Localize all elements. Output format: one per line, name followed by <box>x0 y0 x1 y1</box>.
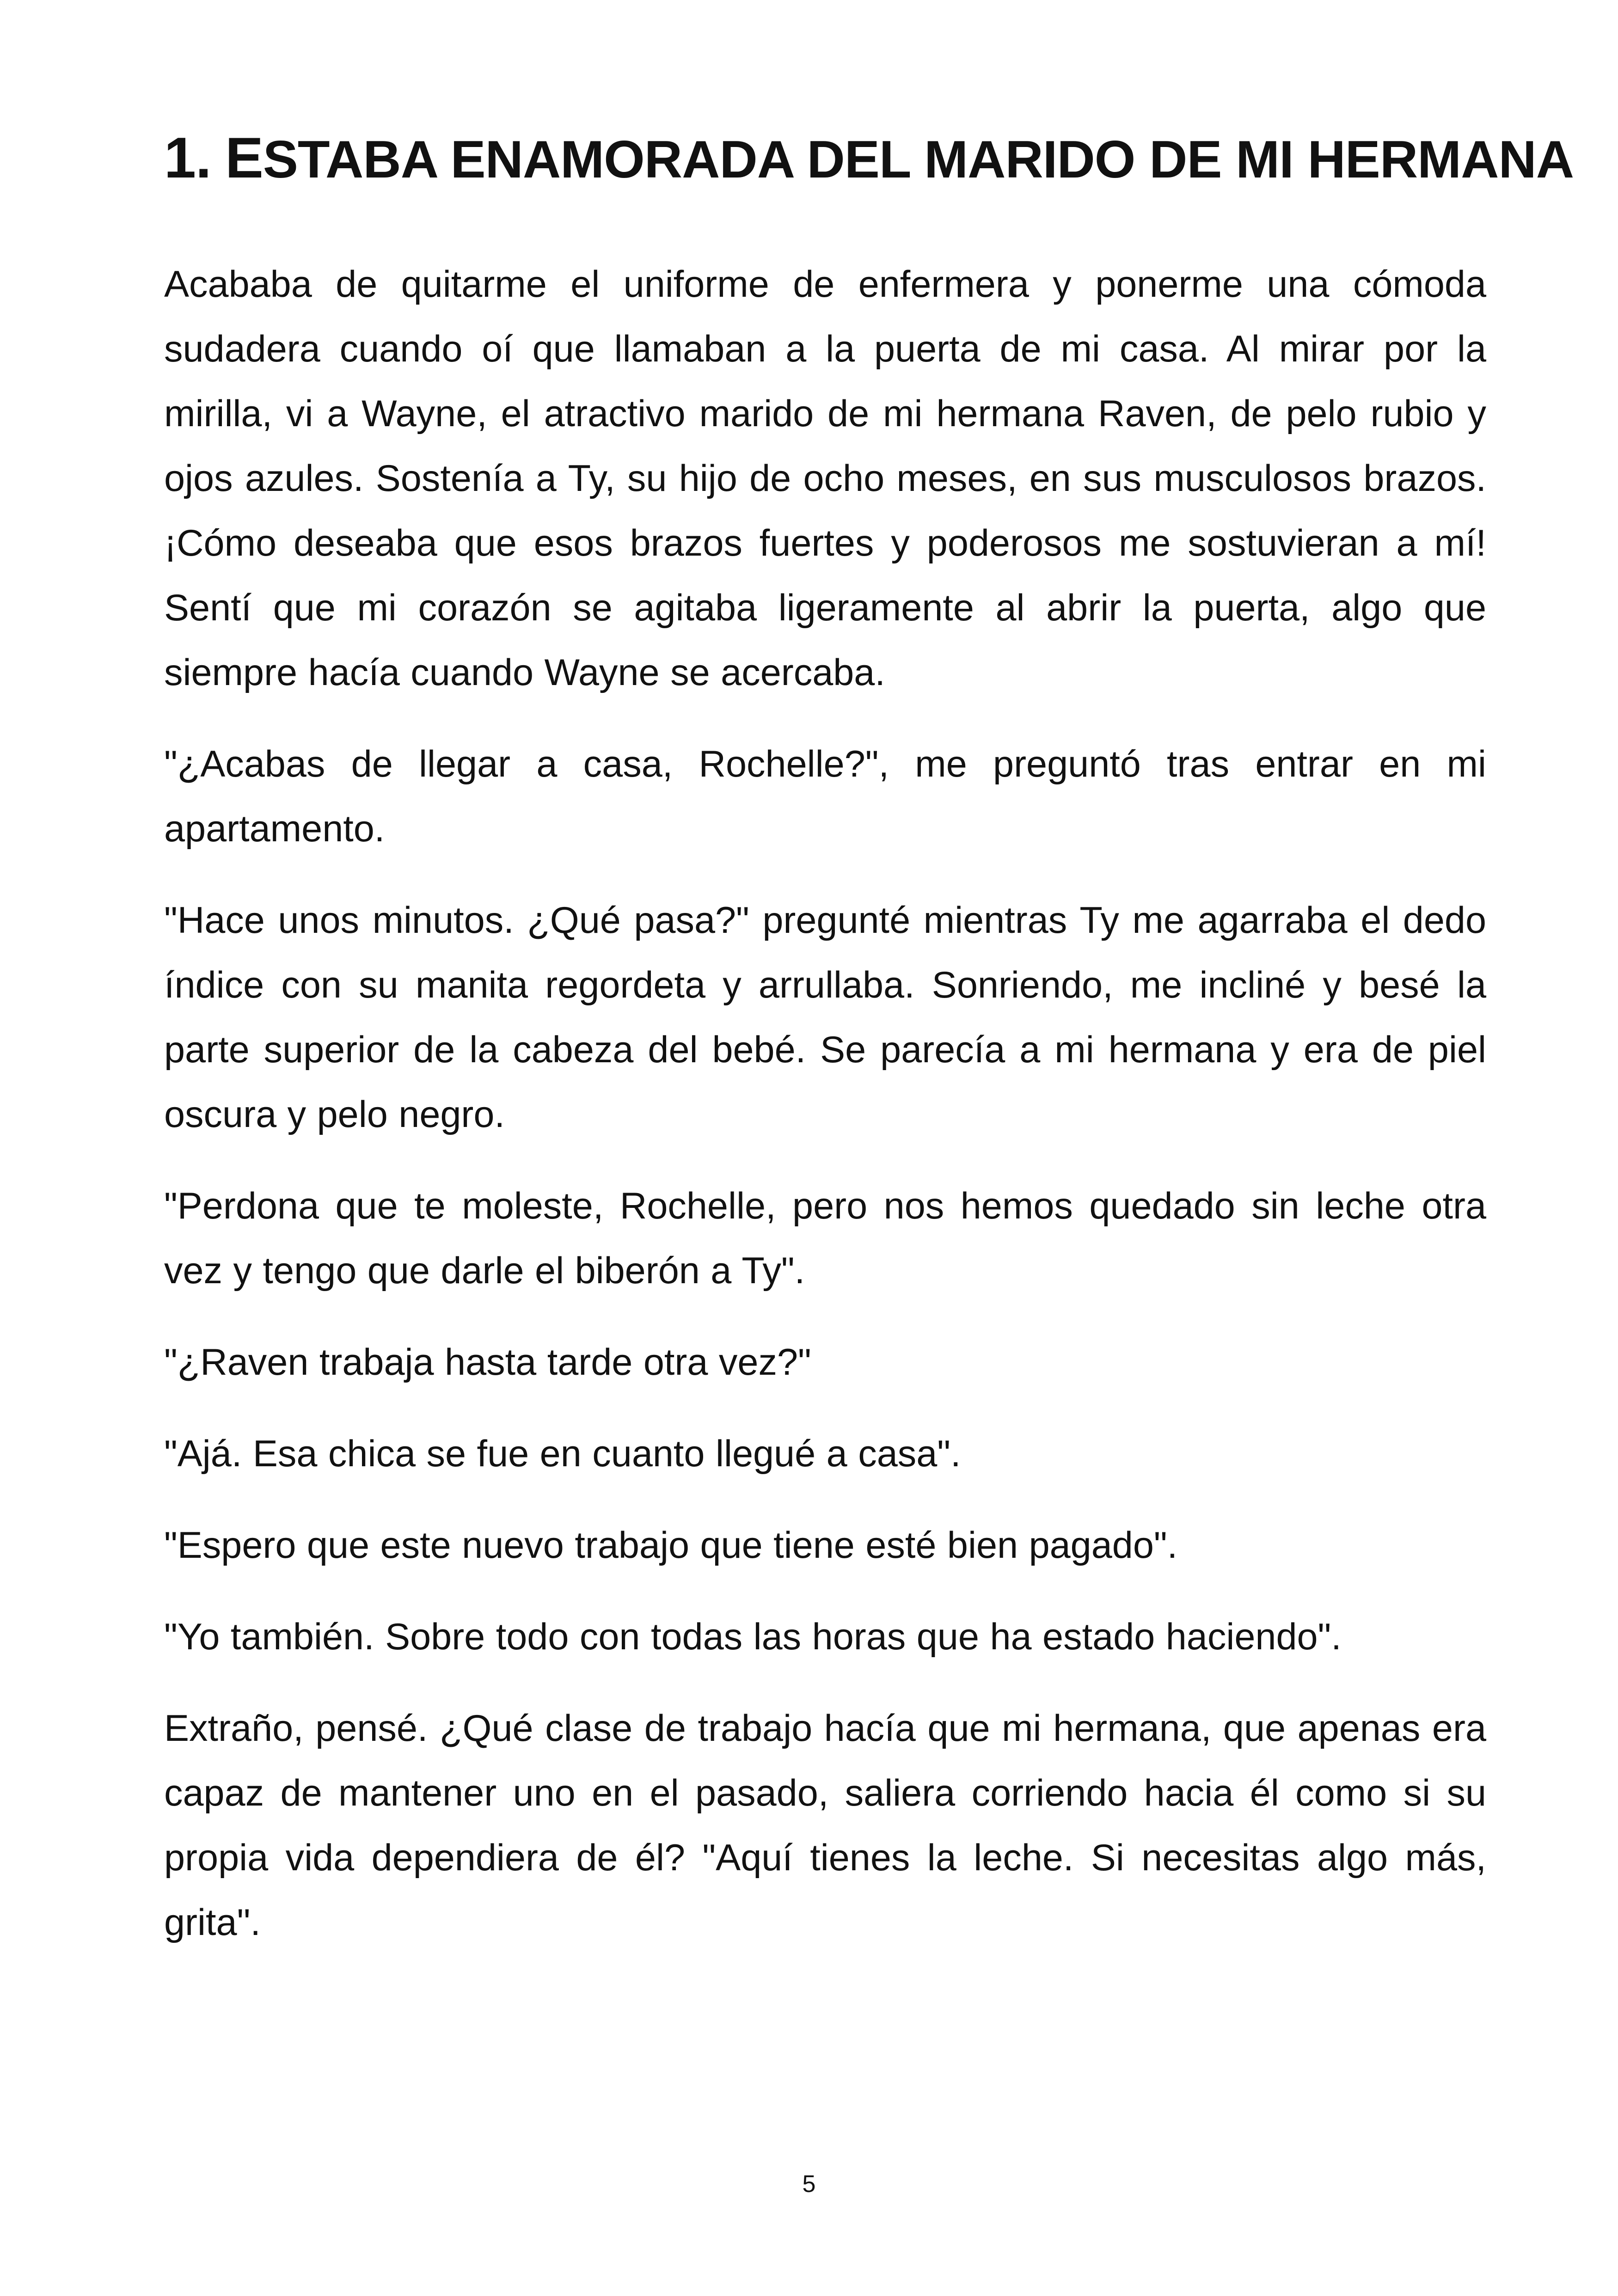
paragraph-9: Extraño, pensé. ¿Qué clase de trabajo hacía que mi hermana, que apenas era capaz de mantener uno en el pasado, saliera corriendo hacia él como si su propia vida dependiera de él? "Aquí tienes la leche. Si necesitas algo más, grita". <box>164 1708 1486 1943</box>
chapter-title-text: STABA ENAMORADA DEL MARIDO DE MI HERMANA <box>263 130 1574 189</box>
paragraph-6: "Ajá. Esa chica se fue en cuanto llegué a casa". <box>164 1433 961 1475</box>
paragraph-4: "Perdona que te moleste, Rochelle, pero nos hemos quedado sin leche otra vez y tengo que darle el biberón a Ty". <box>164 1185 1486 1292</box>
chapter-title <box>164 121 1574 197</box>
page-number: 5 <box>802 2171 816 2198</box>
chapter-title-initial: E <box>225 126 263 190</box>
paragraph-7: "Espero que este nuevo trabajo que tiene esté bien pagado". <box>164 1525 1178 1566</box>
paragraph-8: "Yo también. Sobre todo con todas las horas que ha estado haciendo". <box>164 1616 1342 1658</box>
chapter-body <box>164 252 1486 1982</box>
paragraph-2: "¿Acabas de llegar a casa, Rochelle?", me preguntó tras entrar en mi apartamento. <box>164 743 1486 850</box>
paragraph-5: "¿Raven trabaja hasta tarde otra vez?" <box>164 1341 811 1383</box>
paragraph-3: "Hace unos minutos. ¿Qué pasa?" pregunté mientras Ty me agarraba el dedo índice con su manita regordeta y arrullaba. Sonriendo, me incliné y besé la parte superior de la cabeza del bebé. Se parecía a mi hermana y era de piel oscura y pelo negro. <box>164 900 1486 1135</box>
chapter-number: 1. <box>164 126 211 190</box>
paragraph-1: Acababa de quitarme el uniforme de enfermera y ponerme una cómoda sudadera cuando oí que llamaban a la puerta de mi casa. Al mirar por la mirilla, vi a Wayne, el atractivo marido de mi hermana Raven, de pelo rubio y ojos azules. Sostenía a Ty, su hijo de ocho meses, en sus musculosos brazos. ¡Cómo deseaba que esos brazos fuertes y poderosos me sostuvieran a mí! Sentí que mi corazón se agitaba ligeramente al abrir la puerta, algo que siempre hacía cuando Wayne se acercaba. <box>164 263 1486 693</box>
